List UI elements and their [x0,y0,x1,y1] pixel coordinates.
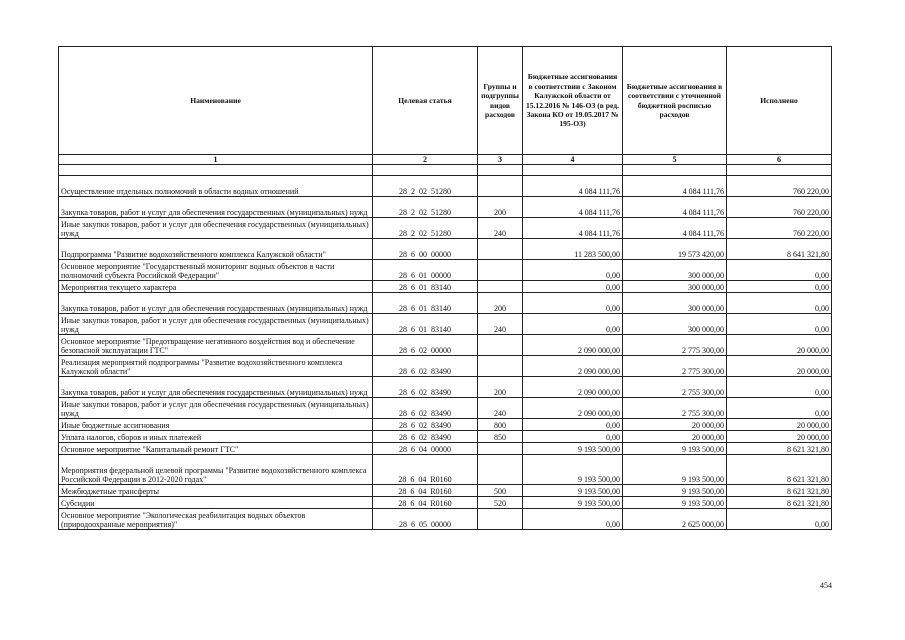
row-name: Закупка товаров, работ и услуг для обеспечения государственных (муниципальных) нужд [59,377,373,398]
row-name: Закупка товаров, работ и услуг для обеспечения государственных (муниципальных) нужд [59,293,373,314]
row-expense-group: 200 [478,377,523,398]
row-name: Уплата налогов, сборов и иных платежей [59,431,373,443]
row-refined-amount: 2 755 300,00 [623,398,727,419]
header-law-allocations: Бюджетные ассигнования в соответствии с Законом Калужской области от 15.12.2016 № 146-ОЗ (в ред. Закона КО от 19.05.2017 № 195-ОЗ) [523,47,623,155]
row-refined-amount: 2 625 000,00 [623,509,727,530]
row-target-article: 28 6 02 00000 [373,335,478,356]
spacer-row [59,165,832,176]
table-row [59,509,832,530]
row-law-amount: 0,00 [523,260,623,281]
row-law-amount: 0,00 [523,293,623,314]
row-executed-amount: 8 621 321,80 [727,497,832,509]
row-name: Закупка товаров, работ и услуг для обеспечения государственных (муниципальных) нужд [59,197,373,218]
row-executed-amount: 20 000,00 [727,419,832,431]
row-refined-amount: 4 084 111,76 [623,197,727,218]
row-law-amount: 2 090 000,00 [523,398,623,419]
row-target-article: 28 6 00 00000 [373,239,478,260]
budget-table [58,46,832,530]
row-refined-amount: 4 084 111,76 [623,218,727,239]
row-expense-group: 240 [478,218,523,239]
row-refined-amount: 9 193 500,00 [623,485,727,497]
row-refined-amount: 2 775 300,00 [623,356,727,377]
row-executed-amount: 0,00 [727,281,832,293]
row-expense-group: 240 [478,398,523,419]
row-target-article: 28 2 02 51280 [373,218,478,239]
row-executed-amount: 8 641 321,80 [727,239,832,260]
row-expense-group [478,260,523,281]
spacer-cell [623,165,727,176]
table-row [59,398,832,419]
row-executed-amount: 0,00 [727,377,832,398]
row-name: Мероприятия текущего характера [59,281,373,293]
row-expense-group [478,509,523,530]
row-law-amount: 0,00 [523,419,623,431]
row-target-article: 28 6 04 R0160 [373,497,478,509]
row-refined-amount: 4 084 111,76 [623,176,727,197]
row-expense-group: 500 [478,485,523,497]
column-number: 1 [59,155,373,165]
table-row [59,335,832,356]
table-row [59,239,832,260]
row-executed-amount: 20 000,00 [727,335,832,356]
row-target-article: 28 6 02 83490 [373,356,478,377]
row-expense-group: 520 [478,497,523,509]
row-law-amount: 9 193 500,00 [523,443,623,455]
row-target-article: 28 6 04 00000 [373,443,478,455]
row-target-article: 28 6 02 83490 [373,419,478,431]
row-law-amount: 11 283 500,00 [523,239,623,260]
row-law-amount: 2 090 000,00 [523,356,623,377]
row-law-amount: 0,00 [523,281,623,293]
header-target-article: Целевая статья [373,47,478,155]
row-expense-group: 850 [478,431,523,443]
row-refined-amount: 300 000,00 [623,260,727,281]
row-target-article: 28 6 04 R0160 [373,485,478,497]
row-refined-amount: 20 000,00 [623,419,727,431]
row-law-amount: 0,00 [523,314,623,335]
row-expense-group [478,281,523,293]
row-name: Подпрограмма "Развитие водохозяйственного комплекса Калужской области" [59,239,373,260]
row-target-article: 28 6 02 83490 [373,431,478,443]
row-executed-amount: 8 621 321,80 [727,485,832,497]
row-expense-group [478,335,523,356]
row-target-article: 28 6 02 83490 [373,398,478,419]
row-law-amount: 4 084 111,76 [523,176,623,197]
row-refined-amount: 300 000,00 [623,293,727,314]
spacer-cell [373,165,478,176]
row-target-article: 28 6 01 83140 [373,281,478,293]
row-refined-amount: 20 000,00 [623,431,727,443]
row-executed-amount: 0,00 [727,398,832,419]
row-target-article: 28 2 02 51280 [373,197,478,218]
row-target-article: 28 6 04 R0160 [373,455,478,485]
row-executed-amount: 8 621 321,80 [727,455,832,485]
row-name: Иные бюджетные ассигнования [59,419,373,431]
row-target-article: 28 6 02 83490 [373,377,478,398]
table-row [59,293,832,314]
row-executed-amount: 760 220,00 [727,218,832,239]
table-row [59,260,832,281]
table-row [59,314,832,335]
row-law-amount: 9 193 500,00 [523,485,623,497]
spacer-cell [59,165,373,176]
table-body [59,176,832,530]
row-executed-amount: 20 000,00 [727,431,832,443]
row-expense-group [478,176,523,197]
row-executed-amount: 760 220,00 [727,176,832,197]
column-number-row [59,155,832,165]
row-law-amount: 0,00 [523,509,623,530]
row-executed-amount: 20 000,00 [727,356,832,377]
row-refined-amount: 2 775 300,00 [623,335,727,356]
row-expense-group [478,239,523,260]
row-expense-group: 200 [478,293,523,314]
row-target-article: 28 6 05 00000 [373,509,478,530]
row-law-amount: 4 084 111,76 [523,197,623,218]
header-expense-groups: Группы и подгруппы видов расходов [478,47,523,155]
row-name: Реализация мероприятий подпрограммы "Развитие водохозяйственного комплекса Калужской области" [59,356,373,377]
row-expense-group: 800 [478,419,523,431]
table-row [59,419,832,431]
row-name: Иные закупки товаров, работ и услуг для обеспечения государственных (муниципальных) нужд [59,314,373,335]
header-name: Наименование [59,47,373,155]
row-name: Основное мероприятие "Капитальный ремонт ГТС" [59,443,373,455]
row-name: Основное мероприятие "Государственный мониторинг водных объектов в части полномочий субъекта Российской Федерации" [59,260,373,281]
table-row [59,485,832,497]
table-row [59,218,832,239]
spacer-cell [523,165,623,176]
row-name: Иные закупки товаров, работ и услуг для обеспечения государственных (муниципальных) нужд [59,218,373,239]
row-executed-amount: 0,00 [727,509,832,530]
row-executed-amount: 0,00 [727,293,832,314]
row-name: Основное мероприятие "Предотвращение негативного воздействия вод и обеспечение безопасной эксплуатации ГТС" [59,335,373,356]
header-executed: Исполнено [727,47,832,155]
row-name: Межбюджетные трансферты [59,485,373,497]
row-law-amount: 0,00 [523,431,623,443]
row-law-amount: 9 193 500,00 [523,455,623,485]
column-number: 4 [523,155,623,165]
row-expense-group [478,443,523,455]
budget-sheet [58,46,831,530]
row-expense-group [478,356,523,377]
row-target-article: 28 6 01 83140 [373,314,478,335]
row-refined-amount: 2 755 300,00 [623,377,727,398]
row-name: Осуществление отдельных полномочий в области водных отношений [59,176,373,197]
column-number: 3 [478,155,523,165]
row-expense-group [478,455,523,485]
row-name: Мероприятия федеральной целевой программы "Развитие водохозяйственного комплекса Российской Федерации в 2012-2020 годах" [59,455,373,485]
spacer-cell [727,165,832,176]
row-expense-group: 240 [478,314,523,335]
row-expense-group: 200 [478,197,523,218]
row-refined-amount: 19 573 420,00 [623,239,727,260]
row-refined-amount: 300 000,00 [623,314,727,335]
table-row [59,455,832,485]
row-target-article: 28 6 01 00000 [373,260,478,281]
row-executed-amount: 8 621 321,80 [727,443,832,455]
row-target-article: 28 2 02 51280 [373,176,478,197]
header-row [59,47,832,155]
column-number: 2 [373,155,478,165]
row-refined-amount: 9 193 500,00 [623,455,727,485]
spacer-cell [478,165,523,176]
table-row [59,431,832,443]
table-row [59,377,832,398]
table-row [59,497,832,509]
table-row [59,176,832,197]
column-number: 5 [623,155,727,165]
row-name: Субсидии [59,497,373,509]
row-law-amount: 9 193 500,00 [523,497,623,509]
row-name: Иные закупки товаров, работ и услуг для обеспечения государственных (муниципальных) нужд [59,398,373,419]
row-refined-amount: 300 000,00 [623,281,727,293]
row-law-amount: 2 090 000,00 [523,377,623,398]
table-row [59,443,832,455]
table-row [59,281,832,293]
row-executed-amount: 760 220,00 [727,197,832,218]
row-law-amount: 2 090 000,00 [523,335,623,356]
row-law-amount: 4 084 111,76 [523,218,623,239]
row-refined-amount: 9 193 500,00 [623,443,727,455]
row-name: Основное мероприятие "Экологическая реабилитация водных объектов (природоохранные мероприятия)" [59,509,373,530]
row-target-article: 28 6 01 83140 [373,293,478,314]
table-row [59,197,832,218]
page-number: 454 [820,581,832,590]
row-refined-amount: 9 193 500,00 [623,497,727,509]
column-number: 6 [727,155,832,165]
table-row [59,356,832,377]
row-executed-amount: 0,00 [727,260,832,281]
row-executed-amount: 0,00 [727,314,832,335]
header-refined-allocations: Бюджетные ассигнования в соответствии с уточненной бюджетной росписью расходов [623,47,727,155]
